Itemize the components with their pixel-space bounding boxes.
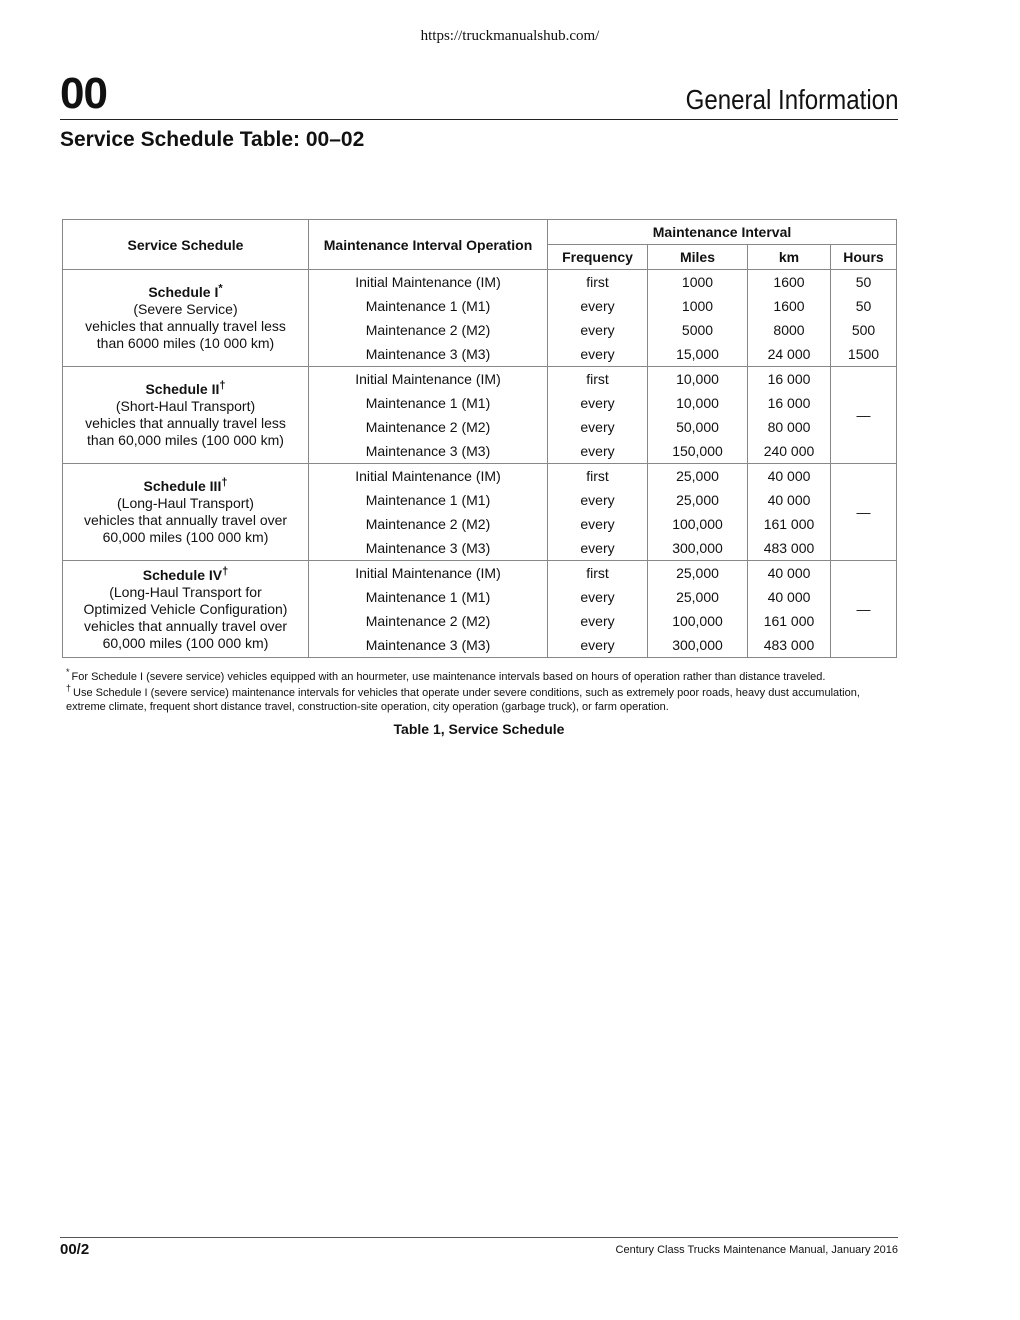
frequency-cell: every bbox=[548, 415, 648, 439]
source-url[interactable]: https://truckmanualshub.com/ bbox=[420, 28, 600, 44]
frequency-cell: every bbox=[548, 342, 648, 367]
hours-cell: 500 bbox=[831, 318, 897, 342]
footnote-2-text: Use Schedule I (severe service) maintenance intervals for vehicles that operate under severe conditions, such as extremely poor roads, heavy dust accumulation, extreme climate, frequent short distance travel, construction-site operation, city operation (garbage truck), or farm operation. bbox=[66, 687, 860, 713]
operation-cell: Maintenance 2 (M2) bbox=[309, 318, 548, 342]
miles-cell: 300,000 bbox=[648, 536, 748, 561]
table-row bbox=[63, 561, 897, 586]
schedule-description-line: vehicles that annually travel less bbox=[85, 318, 286, 334]
hours-cell: 50 bbox=[831, 294, 897, 318]
km-cell: 1600 bbox=[748, 270, 831, 295]
header-maintenance-interval: Maintenance Interval bbox=[548, 220, 897, 245]
miles-cell: 100,000 bbox=[648, 609, 748, 633]
footnote-1-text: For Schedule I (severe service) vehicles equipped with an hourmeter, use maintenance intervals based on hours of operation rather than distance traveled. bbox=[71, 671, 826, 683]
frequency-cell: every bbox=[548, 439, 648, 464]
schedule-cell bbox=[63, 561, 309, 658]
schedule-description-line: 60,000 miles (100 000 km) bbox=[102, 529, 269, 545]
operation-cell: Maintenance 1 (M1) bbox=[309, 585, 548, 609]
schedule-description-line: 60,000 miles (100 000 km) bbox=[102, 634, 269, 651]
footer-rule bbox=[60, 1237, 898, 1238]
frequency-cell: first bbox=[548, 464, 648, 489]
header-rule bbox=[60, 119, 898, 120]
operation-cell: Maintenance 1 (M1) bbox=[309, 294, 548, 318]
operation-cell: Maintenance 3 (M3) bbox=[309, 633, 548, 658]
header-service-schedule: Service Schedule bbox=[63, 220, 309, 270]
page-subtitle: Service Schedule Table: 00–02 bbox=[60, 128, 365, 151]
miles-cell: 300,000 bbox=[648, 633, 748, 658]
footnote-2 bbox=[66, 683, 900, 714]
frequency-cell: every bbox=[548, 318, 648, 342]
km-cell: 16 000 bbox=[748, 367, 831, 392]
hours-cell: — bbox=[831, 561, 897, 658]
frequency-cell: every bbox=[548, 488, 648, 512]
schedule-description-line: than 60,000 miles (100 000 km) bbox=[87, 432, 284, 448]
schedule-name-line bbox=[69, 564, 302, 584]
schedule-description-line: (Long-Haul Transport for bbox=[109, 583, 262, 600]
schedule-description-line: (Long-Haul Transport) bbox=[117, 495, 254, 511]
header-frequency: Frequency bbox=[548, 245, 648, 270]
operation-cell: Maintenance 1 (M1) bbox=[309, 488, 548, 512]
manual-title: Century Class Trucks Maintenance Manual, January 2016 bbox=[615, 1244, 898, 1256]
frequency-cell: every bbox=[548, 512, 648, 536]
operation-cell: Maintenance 3 (M3) bbox=[309, 342, 548, 367]
km-cell: 483 000 bbox=[748, 633, 831, 658]
service-schedule-table bbox=[62, 219, 897, 658]
section-title: General Information bbox=[685, 84, 898, 115]
operation-cell: Initial Maintenance (IM) bbox=[309, 464, 548, 489]
frequency-cell: every bbox=[548, 585, 648, 609]
hours-cell: — bbox=[831, 464, 897, 561]
schedule-description-line: than 6000 miles (10 000 km) bbox=[96, 335, 275, 351]
schedule-description-line: vehicles that annually travel less bbox=[85, 415, 286, 431]
km-cell: 16 000 bbox=[748, 391, 831, 415]
miles-cell: 25,000 bbox=[648, 561, 748, 586]
miles-cell: 25,000 bbox=[648, 488, 748, 512]
schedule-footnote-mark: † bbox=[221, 476, 228, 489]
km-cell: 161 000 bbox=[748, 609, 831, 633]
schedule-name: Schedule I bbox=[148, 284, 219, 300]
km-cell: 8000 bbox=[748, 318, 831, 342]
km-cell: 80 000 bbox=[748, 415, 831, 439]
frequency-cell: every bbox=[548, 391, 648, 415]
page-number: 00/2 bbox=[60, 1241, 90, 1258]
km-cell: 483 000 bbox=[748, 536, 831, 561]
schedule-description-line: (Short-Haul Transport) bbox=[115, 398, 256, 414]
schedule-description-line: vehicles that annually travel over bbox=[83, 512, 288, 528]
miles-cell: 100,000 bbox=[648, 512, 748, 536]
km-cell: 40 000 bbox=[748, 561, 831, 586]
hours-cell: — bbox=[831, 367, 897, 464]
km-cell: 161 000 bbox=[748, 512, 831, 536]
km-cell: 40 000 bbox=[748, 585, 831, 609]
km-cell: 40 000 bbox=[748, 464, 831, 489]
frequency-cell: first bbox=[548, 367, 648, 392]
header-hours: Hours bbox=[831, 245, 897, 270]
miles-cell: 15,000 bbox=[648, 342, 748, 367]
operation-cell: Maintenance 2 (M2) bbox=[309, 415, 548, 439]
schedule-description-line: (Severe Service) bbox=[133, 301, 238, 317]
miles-cell: 50,000 bbox=[648, 415, 748, 439]
schedule-cell bbox=[63, 367, 309, 464]
miles-cell: 10,000 bbox=[648, 367, 748, 392]
footnotes bbox=[66, 667, 900, 716]
table-header-row bbox=[63, 220, 897, 245]
operation-cell: Maintenance 3 (M3) bbox=[309, 536, 548, 561]
operation-cell: Initial Maintenance (IM) bbox=[309, 561, 548, 586]
operation-cell: Initial Maintenance (IM) bbox=[309, 367, 548, 392]
frequency-cell: first bbox=[548, 270, 648, 295]
miles-cell: 25,000 bbox=[648, 585, 748, 609]
table-caption: Table 1, Service Schedule bbox=[393, 721, 565, 737]
schedule-footnote-mark: † bbox=[219, 379, 226, 392]
header-miles: Miles bbox=[648, 245, 748, 270]
operation-cell: Initial Maintenance (IM) bbox=[309, 270, 548, 295]
schedule-name: Schedule III bbox=[143, 478, 222, 494]
hours-cell: 1500 bbox=[831, 342, 897, 367]
miles-cell: 150,000 bbox=[648, 439, 748, 464]
schedule-name: Schedule IV bbox=[142, 566, 223, 583]
schedule-cell bbox=[63, 270, 309, 367]
operation-cell: Maintenance 3 (M3) bbox=[309, 439, 548, 464]
operation-cell: Maintenance 1 (M1) bbox=[309, 391, 548, 415]
schedule-name-line bbox=[69, 381, 302, 398]
km-cell: 1600 bbox=[748, 294, 831, 318]
schedule-name-line bbox=[69, 284, 302, 301]
miles-cell: 5000 bbox=[648, 318, 748, 342]
table-row bbox=[63, 464, 897, 489]
footnote-1-mark: * bbox=[66, 667, 70, 678]
schedule-description-line: Optimized Vehicle Configuration) bbox=[83, 600, 288, 617]
frequency-cell: every bbox=[548, 536, 648, 561]
frequency-cell: first bbox=[548, 561, 648, 586]
km-cell: 40 000 bbox=[748, 488, 831, 512]
miles-cell: 1000 bbox=[648, 294, 748, 318]
section-number: 00 bbox=[60, 69, 107, 118]
schedule-footnote-mark: * bbox=[218, 282, 223, 295]
schedule-description-line: vehicles that annually travel over bbox=[83, 617, 288, 634]
schedule-footnote-mark: † bbox=[222, 564, 229, 577]
header-operation: Maintenance Interval Operation bbox=[309, 220, 548, 270]
schedule-cell bbox=[63, 464, 309, 561]
table-body bbox=[63, 270, 897, 658]
table-row bbox=[63, 270, 897, 295]
frequency-cell: every bbox=[548, 609, 648, 633]
table-row bbox=[63, 367, 897, 392]
schedule-name-line bbox=[69, 478, 302, 495]
frequency-cell: every bbox=[548, 294, 648, 318]
km-cell: 24 000 bbox=[748, 342, 831, 367]
footnote-1 bbox=[66, 667, 900, 684]
km-cell: 240 000 bbox=[748, 439, 831, 464]
frequency-cell: every bbox=[548, 633, 648, 658]
operation-cell: Maintenance 2 (M2) bbox=[309, 512, 548, 536]
schedule-name: Schedule II bbox=[145, 381, 220, 397]
hours-cell: 50 bbox=[831, 270, 897, 295]
miles-cell: 10,000 bbox=[648, 391, 748, 415]
miles-cell: 25,000 bbox=[648, 464, 748, 489]
miles-cell: 1000 bbox=[648, 270, 748, 295]
header-km: km bbox=[748, 245, 831, 270]
operation-cell: Maintenance 2 (M2) bbox=[309, 609, 548, 633]
footnote-2-mark: † bbox=[66, 683, 72, 694]
